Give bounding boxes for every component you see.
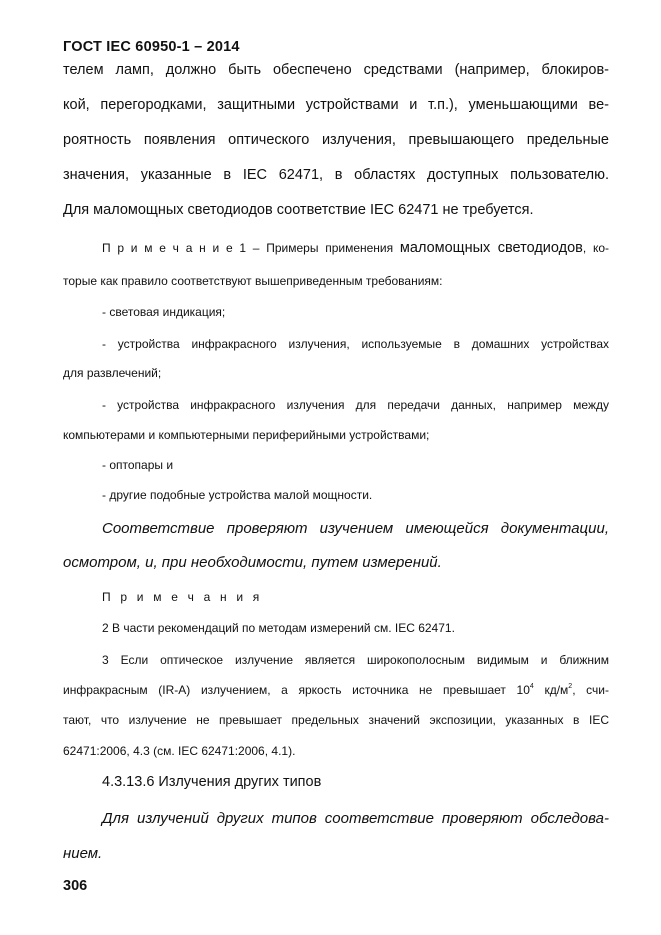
exponent: 2 [568,683,573,690]
compliance-text: нием. [63,845,103,862]
body-line: роятность появления оптического излучения, превышающего предельные [63,132,609,148]
note-3-line: 3 Если оптическое излучение является широкополосным видимым и ближним [102,653,609,667]
notes-heading: П р и м е ч а н и я [102,590,263,604]
page-number: 306 [63,878,88,894]
document-header: ГОСТ IEC 60950-1 – 2014 [63,39,240,55]
note-1-prefix: П р и м е ч а н и е 1 – Примеры применения [102,241,394,255]
list-item: - оптопары и [102,458,174,472]
note-1-suffix: , ко- [582,241,609,255]
section-heading: 4.3.13.6 Излучения других типов [102,774,322,790]
body-line: Для маломощных светодиодов соответствие IEC 62471 не требуется. [63,202,534,218]
list-item: компьютерами и компьютерными периферийными устройствами; [63,428,430,442]
note-1-line: торые как правило соответствуют вышеприведенным требованиям: [63,274,443,288]
note-1-line [102,240,609,256]
note-3-unit: кд/м [533,683,569,697]
note-3-line [63,683,609,697]
list-item: - световая индикация; [102,305,226,319]
note-3-line: 62471:2006, 4.3 (см. IEC 62471:2006, 4.1). [63,744,296,758]
compliance-text: осмотром, и, при необходимости, путем измерений. [63,554,442,571]
body-line: телем ламп, должно быть обеспечено средствами (например, блокиров- [63,62,609,78]
note-2: 2 В части рекомендаций по методам измерений см. IEC 62471. [102,621,455,635]
body-line: значения, указанные в IEC 62471, в областях доступных пользователю. [63,167,609,183]
note-1-term: маломощных светодиодов [399,240,583,256]
body-line: кой, перегородками, защитными устройствами и т.п.), уменьшающими ве- [63,97,609,113]
note-3-tail: , счи- [572,683,610,697]
note-3-line: тают, что излучение не превышает предельных значений экспозиции, указанных в IEC [63,713,609,727]
compliance-text: Для излучений других типов соответствие проверяют обследова- [102,810,609,827]
note-3-text: инфракрасным (IR-A) излучением, а яркость источника не превышает 10 [63,683,530,697]
exponent: 4 [529,683,534,690]
compliance-text: Соответствие проверяют изучением имеющейся документации, [102,520,609,537]
list-item: для развлечений; [63,366,162,380]
list-item: - устройства инфракрасного излучения для передачи данных, например между [102,398,609,412]
list-item: - устройства инфракрасного излучения, используемые в домашних устройствах [102,337,609,351]
list-item: - другие подобные устройства малой мощности. [102,488,373,502]
